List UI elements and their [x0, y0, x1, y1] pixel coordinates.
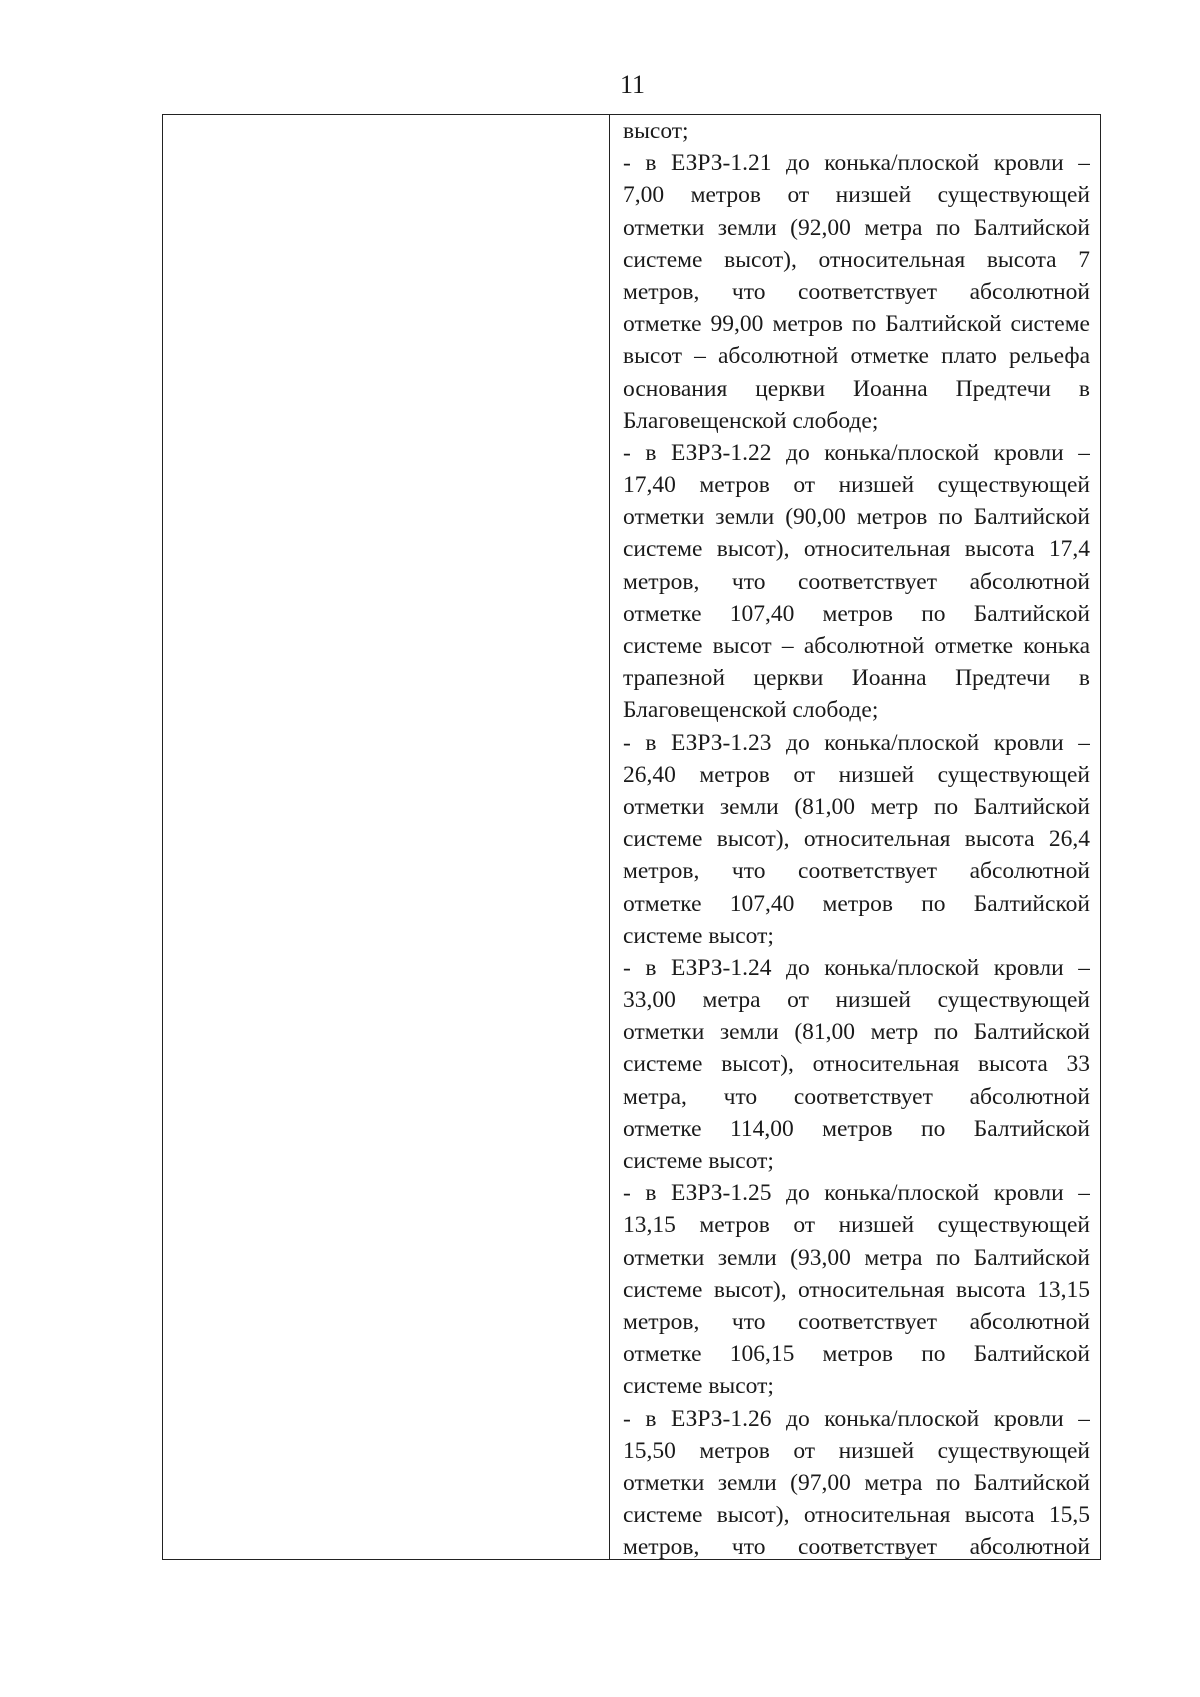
- text-line: высот – абсолютной отметке плато рельефа: [623, 343, 1090, 370]
- text-line: метров, что соответствует абсолютной: [623, 568, 1090, 595]
- text-line: системе высот), относительная высота 17,4: [623, 536, 1090, 563]
- text-line: метров, что соответствует абсолютной: [623, 1534, 1090, 1561]
- text-line: основания церкви Иоанна Предтечи в: [623, 375, 1090, 402]
- text-line: системе высот – абсолютной отметке конька: [623, 633, 1090, 659]
- text-line: отметки земли (92,00 метра по Балтийской: [623, 214, 1090, 241]
- text-line: 33,00 метра от низшей существующей: [623, 987, 1090, 1014]
- text-line: Благовещенской слободе;: [623, 697, 879, 724]
- text-line: трапезной церкви Иоанна Предтечи в: [623, 665, 1090, 692]
- text-line: 17,40 метров от низшей существующей: [623, 472, 1090, 499]
- page-number: 11: [619, 70, 646, 99]
- text-line: метров, что соответствует абсолютной: [623, 858, 1090, 885]
- table-right-column: [611, 115, 1100, 1559]
- text-line: системе высот), относительная высота 7: [623, 246, 1090, 273]
- text-line: Благовещенской слободе;: [623, 407, 879, 434]
- text-line: отметки земли (81,00 метр по Балтийской: [623, 1019, 1090, 1046]
- text-line: 13,15 метров от низшей существующей: [623, 1212, 1090, 1239]
- text-line: - в ЕЗРЗ-1.21 до конька/плоской кровли –: [623, 150, 1090, 177]
- text-line: отметки земли (93,00 метра по Балтийской: [623, 1244, 1090, 1271]
- text-line: системе высот;: [623, 922, 774, 949]
- text-line: 26,40 метров от низшей существующей: [623, 761, 1090, 788]
- text-line: системе высот;: [623, 1373, 774, 1400]
- text-line: 7,00 метров от низшей существующей: [623, 182, 1090, 209]
- text-line: системе высот), относительная высота 13,15: [623, 1276, 1090, 1303]
- text-line: системе высот), относительная высота 26,4: [623, 826, 1090, 853]
- text-line: высот;: [623, 118, 689, 144]
- text-line: отметке 114,00 метров по Балтийской: [623, 1115, 1090, 1142]
- text-line: отметке 99,00 метров по Балтийской системе: [623, 311, 1090, 338]
- text-line: - в ЕЗРЗ-1.22 до конька/плоской кровли –: [623, 439, 1090, 466]
- text-line: - в ЕЗРЗ-1.26 до конька/плоской кровли –: [623, 1405, 1090, 1432]
- text-line: метров, что соответствует абсолютной: [623, 1308, 1090, 1335]
- text-line: метров, что соответствует абсолютной: [623, 278, 1090, 305]
- text-line: - в ЕЗРЗ-1.23 до конька/плоской кровли –: [623, 729, 1090, 756]
- text-line: 15,50 метров от низшей существующей: [623, 1437, 1090, 1464]
- text-line: отметке 107,40 метров по Балтийской: [623, 600, 1090, 627]
- text-line: отметки земли (90,00 метров по Балтийской: [623, 504, 1090, 531]
- text-line: - в ЕЗРЗ-1.24 до конька/плоской кровли –: [623, 954, 1090, 981]
- table-left-column: [163, 115, 610, 1559]
- text-line: системе высот;: [623, 1148, 774, 1174]
- text-line: - в ЕЗРЗ-1.25 до конька/плоской кровли –: [623, 1180, 1090, 1207]
- text-line: системе высот), относительная высота 15,5: [623, 1502, 1090, 1529]
- text-line: отметки земли (97,00 метра по Балтийской: [623, 1469, 1090, 1496]
- text-line: отметке 107,40 метров по Балтийской: [623, 890, 1090, 917]
- document-table: [162, 114, 1101, 1560]
- text-line: метра, что соответствует абсолютной: [623, 1083, 1090, 1110]
- text-line: отметки земли (81,00 метр по Балтийской: [623, 793, 1090, 820]
- text-line: отметке 106,15 метров по Балтийской: [623, 1341, 1090, 1368]
- text-line: системе высот), относительная высота 33: [623, 1051, 1090, 1078]
